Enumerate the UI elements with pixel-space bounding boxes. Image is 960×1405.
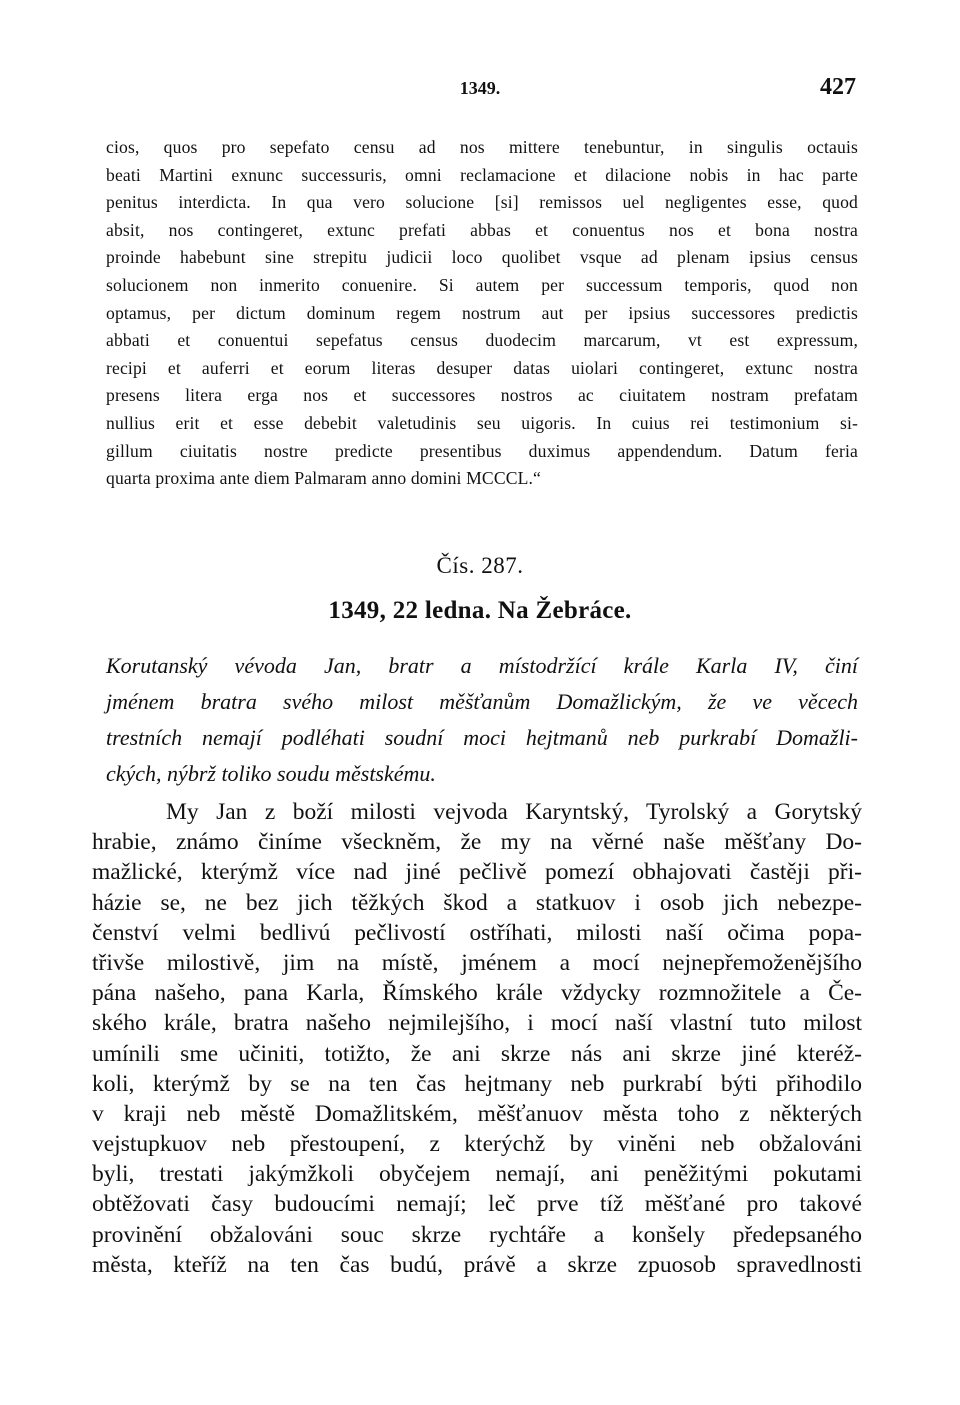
body-line: koli, kterýmž by se na ten čas hejtmany neb purkrabí býti přihodilo (92, 1070, 862, 1097)
latin-line: recipi et auferri et eorum literas desuper datas uiolari contingeret, extunc nostra (106, 357, 858, 378)
latin-line: nullius erit et esse debebit valetudinis seu uigoris. In cuius rei testimonium si- (106, 412, 858, 433)
body-line: čenství velmi bedlivú pečlivostí ostříhati, milosti naší očima popa- (92, 919, 862, 946)
body-line: města, kteříž na ten čas budú, právě a skrze zpuosob spravedlnosti (92, 1251, 862, 1278)
latin-line: proinde habebunt sine strepitu judicii loco quolibet vsque ad plenam ipsius census (106, 247, 858, 268)
regest-line: trestních nemají podléhati soudní moci hejtmanů neb purkrabí Domažli- (106, 725, 858, 750)
latin-line: gillum ciuitatis nostre predicte presentibus duximus appendendum. Datum feria (106, 440, 858, 461)
running-head-year: 1349. (459, 78, 501, 98)
document-date-place: 1349, 22 ledna. Na Žebráce. (328, 597, 632, 624)
latin-line: penitus interdicta. In qua vero solucione [si] remissos uel negligentes esse, quod (106, 192, 858, 213)
latin-line: solucionem non inmerito conuenire. Si autem per successum temporis, quod non (106, 274, 858, 295)
document-number: Čís. 287. (436, 553, 524, 578)
latin-charter-text (106, 134, 858, 493)
body-line: umínili sme učiniti, totižto, že ani skrze nás ani skrze jiné kteréž- (92, 1040, 862, 1067)
body-line: v kraji neb městě Domažlitském, měšťanuov města toho z některých (92, 1100, 862, 1127)
body-line: obtěžovati časy budoucími nemají; leč prve tíž měšťané pro takové (92, 1191, 862, 1218)
page-number: 427 (820, 74, 856, 100)
czech-charter-text (92, 797, 862, 1280)
body-line: třivše milostivě, jim na místě, jménem a mocí nejnepřemoženějšího (92, 949, 862, 976)
latin-line: cios, quos pro sepefato censu ad nos mittere tenebuntur, in singulis octauis (106, 137, 858, 157)
latin-line: quarta proxima ante diem Palmaram anno domini MCCCL.“ (106, 468, 541, 489)
regest-line: jménem bratra svého milost měšťanům Domažlickým, že ve věcech (106, 689, 858, 714)
latin-line: presens litera erga nos et successores nostros ac ciuitatem nostram prefatam (106, 385, 858, 406)
regest-summary (106, 648, 858, 792)
latin-line: beati Martini exnunc successuris, omni reclamacione et dilacione nobis in hac parte (106, 164, 858, 185)
body-line: My Jan z boží milosti vejvoda Karyntský, Tyrolský a Gorytský (166, 799, 862, 825)
body-line: házie se, ne bez jich těžkých škod a statkuov i osob jich nebezpe- (92, 889, 862, 916)
body-line: byli, trestati jakýmžkoli obyčejem nemají, ani peněžitými pokutami (92, 1161, 862, 1188)
body-line: mažlické, kterýmž více nad jiné pečlivě pomezí obhajovati častěji při- (92, 859, 862, 886)
latin-line: abbati et conuentui sepefatus census duodecim marcarum, vt est expressum, (106, 330, 858, 351)
body-line: ského krále, bratra našeho nejmilejšího, i mocí naší vlastní tuto milost (92, 1010, 862, 1037)
body-line: pána našeho, pana Karla, Římského krále vždycky rozmnožitele a Če- (92, 980, 862, 1007)
latin-line: optamus, per dictum dominum regem nostrum aut per ipsius successores predictis (106, 302, 858, 323)
regest-line: ckých, nýbrž toliko soudu městskému. (106, 761, 436, 786)
latin-line: absit, nos contingeret, extunc prefati abbas et conuentus nos et bona nostra (106, 219, 858, 240)
body-line: vejstupkuov neb přestoupení, z kterýchž by viněni neb obžalováni (92, 1131, 862, 1158)
body-line: provinění obžalováni souc skrze rychtáře a konšely předepsaného (92, 1221, 862, 1248)
regest-line: Korutanský vévoda Jan, bratr a místodržící krále Karla IV, činí (106, 653, 858, 678)
body-line: hrabie, známo činíme všeckněm, že my na věrné naše měšťany Do- (92, 829, 862, 856)
running-head (104, 74, 856, 104)
